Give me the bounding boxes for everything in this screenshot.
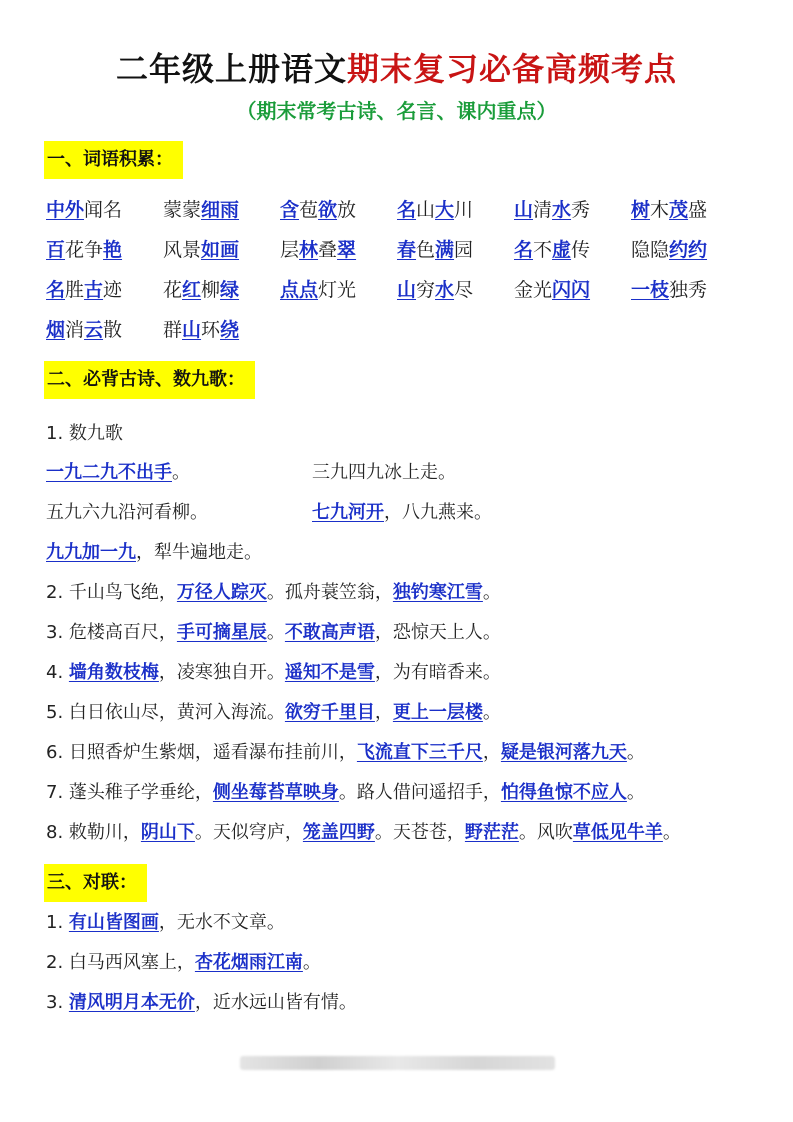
highlighted-phrase: 怕得鱼惊不应人: [500, 782, 627, 803]
section-heading-poems: 二、必背古诗、数九歌：: [44, 361, 255, 399]
key-character: 古: [84, 279, 104, 301]
highlighted-phrase: 清风明月本无价: [68, 992, 195, 1013]
key-character: 满: [435, 239, 455, 261]
highlighted-phrase: 有山皆图画: [68, 912, 159, 933]
word-character: 环: [201, 319, 221, 341]
vocabulary-word: [163, 270, 280, 310]
plain-text: ，恐惊天上人。: [374, 622, 501, 643]
section-heading-couplets: 三、对联：: [44, 864, 147, 902]
text-line: [46, 773, 645, 813]
key-character: 云: [84, 319, 104, 341]
key-character: 艳: [103, 239, 123, 261]
plain-text: 。孤舟蓑笠翁，: [266, 582, 393, 603]
text-line: [46, 573, 501, 613]
plain-text: 3. 危楼高百尺，: [46, 622, 177, 643]
key-character: 闪闪: [552, 279, 591, 301]
key-character: 绕: [220, 319, 240, 341]
vocabulary-word: [397, 230, 514, 270]
plain-text: 。: [626, 782, 645, 803]
text-line: [46, 533, 262, 573]
text-line: [46, 613, 501, 653]
key-character: 林: [299, 239, 319, 261]
word-character: 胜: [65, 279, 85, 301]
key-character: 大: [435, 199, 455, 221]
highlighted-phrase: 不敢高声语: [284, 622, 375, 643]
page-title: [0, 44, 793, 90]
text-line: [46, 653, 501, 693]
plain-text: 3.: [46, 992, 69, 1013]
highlighted-phrase: 草低见牛羊: [572, 822, 663, 843]
word-character: 独秀: [669, 279, 708, 301]
plain-text: 。路人借问遥招手，: [338, 782, 501, 803]
plain-text: ，: [482, 742, 501, 763]
vocabulary-word: [631, 190, 748, 230]
text-line: [46, 453, 190, 493]
highlighted-phrase: 疑是银河落九天: [500, 742, 627, 763]
plain-text: 。天似穹庐，: [194, 822, 303, 843]
vocabulary-grid: [46, 190, 766, 350]
vocabulary-row: [46, 190, 766, 230]
key-character: 点点: [280, 279, 319, 301]
highlighted-phrase: 万径人踪灭: [176, 582, 267, 603]
key-character: 名: [46, 279, 66, 301]
highlighted-phrase: 笼盖四野: [302, 822, 375, 843]
key-character: 虚: [552, 239, 572, 261]
vocabulary-word: [280, 190, 397, 230]
title-black: 二年级上册语文: [115, 50, 347, 88]
word-character: 群: [163, 319, 183, 341]
key-character: 中外: [46, 199, 85, 221]
plain-text: 6. 日照香炉生紫烟，遥看瀑布挂前川，: [46, 742, 357, 763]
word-character: 不: [533, 239, 553, 261]
word-character: 盛: [688, 199, 708, 221]
title-red: 期末复习必备高频考点: [347, 50, 678, 88]
vocabulary-word: [163, 310, 280, 350]
highlighted-phrase: 七九河开: [312, 502, 384, 523]
plain-text: 7. 蓬头稚子学垂纶，: [46, 782, 213, 803]
plain-text: ，八九燕来。: [384, 502, 492, 523]
plain-text: 8. 敕勒川，: [46, 822, 141, 843]
text-line: [46, 903, 285, 943]
key-character: 山: [397, 279, 417, 301]
vocabulary-word: [397, 270, 514, 310]
vocabulary-word: [631, 230, 748, 270]
vocabulary-word: [514, 190, 631, 230]
plain-text: 。: [626, 742, 645, 763]
vocabulary-word: [163, 190, 280, 230]
highlighted-phrase: 遥知不是雪: [284, 662, 375, 683]
vocabulary-row: [46, 270, 766, 310]
plain-text: ，凌寒独自开。: [158, 662, 285, 683]
word-character: 园: [454, 239, 474, 261]
word-character: 风景: [163, 239, 202, 261]
page-subtitle: （期末常考古诗、名言、课内重点）: [236, 99, 557, 123]
plain-text: ，犁牛遍地走。: [136, 542, 262, 563]
plain-text: 。: [172, 462, 190, 483]
key-character: 山: [514, 199, 534, 221]
highlighted-phrase: 一九二九不出手: [46, 462, 172, 483]
highlighted-phrase: 野茫茫: [464, 822, 519, 843]
vocabulary-word: [514, 270, 631, 310]
word-character: 尽: [454, 279, 474, 301]
vocabulary-row: [46, 310, 766, 350]
word-character: 闻名: [84, 199, 123, 221]
word-character: 传: [571, 239, 591, 261]
word-character: 川: [454, 199, 474, 221]
word-character: 金光: [514, 279, 553, 301]
text-line: [46, 733, 645, 773]
word-character: 散: [103, 319, 123, 341]
vocabulary-word: [280, 270, 397, 310]
plain-text: ，近水远山皆有情。: [194, 992, 357, 1013]
highlighted-phrase: 手可摘星辰: [176, 622, 267, 643]
key-character: 一枝: [631, 279, 670, 301]
key-character: 红: [182, 279, 202, 301]
text-line: [46, 983, 357, 1023]
highlighted-phrase: 阴山下: [140, 822, 195, 843]
section-heading-vocabulary: 一、词语积累：: [44, 141, 183, 179]
plain-text: 1.: [46, 912, 69, 933]
text-line: [46, 493, 208, 533]
vocabulary-word: [631, 270, 748, 310]
plain-text: ，为有暗香来。: [374, 662, 501, 683]
vocabulary-word: [46, 310, 163, 350]
plain-text: 。: [482, 702, 501, 723]
vocabulary-word: [514, 230, 631, 270]
text-line: [46, 943, 321, 983]
key-character: 名: [514, 239, 534, 261]
word-character: 清: [533, 199, 553, 221]
plain-text: 2. 白马西风塞上，: [46, 952, 195, 973]
key-character: 细雨: [201, 199, 240, 221]
plain-text: 5. 白日依山尽，黄河入海流。: [46, 702, 285, 723]
highlighted-phrase: 九九加一九: [46, 542, 136, 563]
plain-text: 五九六九沿河看柳。: [46, 502, 208, 523]
key-character: 树: [631, 199, 651, 221]
plain-text: 。: [266, 622, 285, 643]
highlighted-phrase: 更上一层楼: [392, 702, 483, 723]
word-character: 层: [280, 239, 300, 261]
text-line: [312, 493, 492, 533]
vocabulary-word: [46, 270, 163, 310]
word-character: 色: [416, 239, 436, 261]
word-character: 迹: [103, 279, 123, 301]
key-character: 山: [182, 319, 202, 341]
word-character: 苞: [299, 199, 319, 221]
key-character: 烟: [46, 319, 66, 341]
key-character: 如画: [201, 239, 240, 261]
word-character: 蒙蒙: [163, 199, 202, 221]
word-character: 花争: [65, 239, 104, 261]
key-character: 水: [552, 199, 572, 221]
text-line: [46, 693, 501, 733]
vocabulary-word: [46, 190, 163, 230]
plain-text: 三九四九冰上走。: [312, 462, 456, 483]
key-character: 绿: [220, 279, 240, 301]
text-line: [312, 453, 456, 493]
word-character: 放: [337, 199, 357, 221]
plain-text: 。风吹: [518, 822, 573, 843]
vocabulary-word: [280, 230, 397, 270]
vocabulary-word: [397, 190, 514, 230]
plain-text: 。: [662, 822, 681, 843]
blurred-watermark: [240, 1056, 555, 1070]
word-character: 穷: [416, 279, 436, 301]
word-character: 花: [163, 279, 183, 301]
key-character: 茂: [669, 199, 689, 221]
key-character: 含: [280, 199, 300, 221]
key-character: 水: [435, 279, 455, 301]
key-character: 春: [397, 239, 417, 261]
plain-text: 。天苍苍，: [374, 822, 465, 843]
plain-text: ，无水不文章。: [158, 912, 285, 933]
vocabulary-row: [46, 230, 766, 270]
text-line: [46, 414, 123, 454]
highlighted-phrase: 飞流直下三千尺: [356, 742, 483, 763]
highlighted-phrase: 独钓寒江雪: [392, 582, 483, 603]
word-character: 柳: [201, 279, 221, 301]
highlighted-phrase: 欲穷千里目: [284, 702, 375, 723]
plain-text: 4.: [46, 662, 69, 683]
plain-text: 2. 千山鸟飞绝，: [46, 582, 177, 603]
word-character: 叠: [318, 239, 338, 261]
highlighted-phrase: 侧坐莓苔草映身: [212, 782, 339, 803]
vocabulary-word: [163, 230, 280, 270]
key-character: 名: [397, 199, 417, 221]
highlighted-phrase: 杏花烟雨江南: [194, 952, 303, 973]
word-character: 木: [650, 199, 670, 221]
plain-text: 。: [482, 582, 501, 603]
plain-text: ，: [374, 702, 393, 723]
vocabulary-word: [46, 230, 163, 270]
key-character: 约约: [669, 239, 708, 261]
plain-text: 1. 数九歌: [46, 423, 123, 444]
word-character: 灯光: [318, 279, 357, 301]
word-character: 隐隐: [631, 239, 670, 261]
key-character: 欲: [318, 199, 338, 221]
plain-text: 。: [302, 952, 321, 973]
key-character: 百: [46, 239, 66, 261]
highlighted-phrase: 墙角数枝梅: [68, 662, 159, 683]
text-line: [46, 813, 681, 853]
key-character: 翠: [337, 239, 357, 261]
word-character: 消: [65, 319, 85, 341]
word-character: 秀: [571, 199, 591, 221]
word-character: 山: [416, 199, 436, 221]
